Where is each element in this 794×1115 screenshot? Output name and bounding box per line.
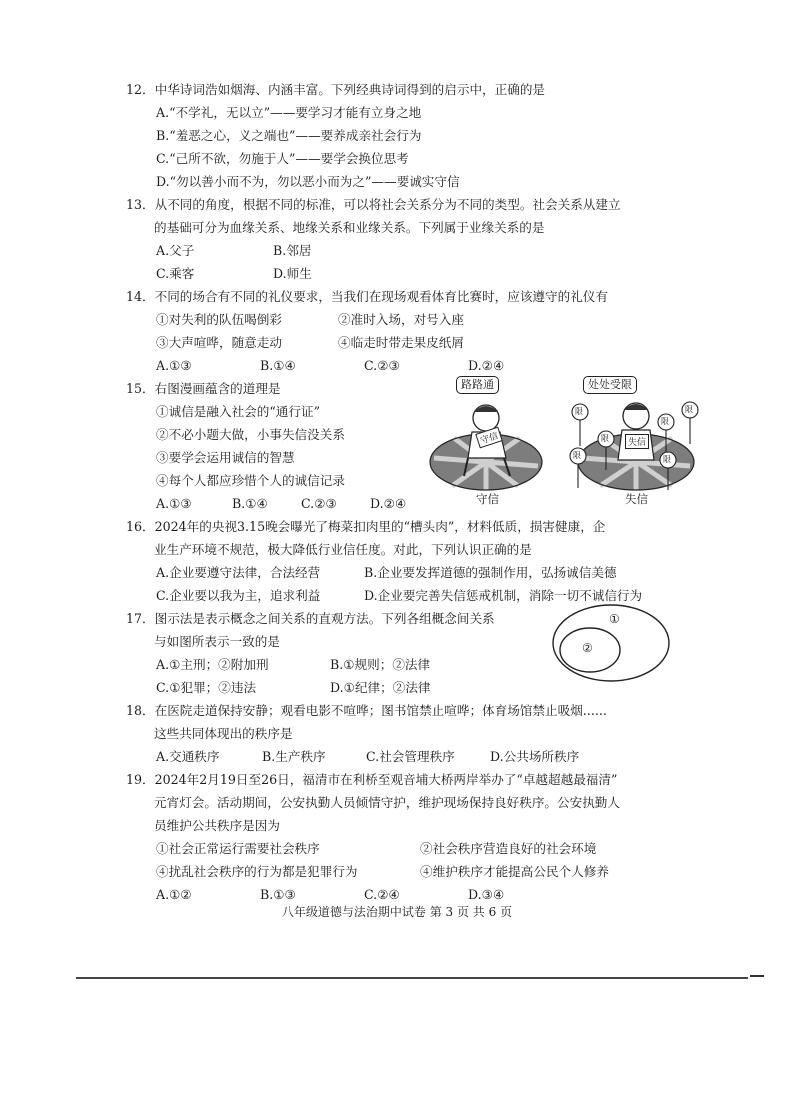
q14-item-1: ①对失利的队伍喝倒彩	[156, 312, 282, 327]
page-footer: 八年级道德与法治期中试卷 第 3 页 共 6 页	[281, 905, 513, 919]
q14-option-c: C.②③	[364, 358, 400, 373]
distrust-title: 处处受限	[583, 376, 637, 394]
q16-option-b: B.企业要发挥道德的强制作用，弘扬诚信美德	[364, 565, 617, 580]
q15-stem: 15．右图漫画蕴含的道理是	[126, 381, 281, 396]
q18-option-b: B.生产秩序	[262, 749, 326, 764]
q18-stem: 这些共同体现出的秩序是	[154, 726, 293, 741]
q19-option-a: A.①②	[156, 887, 192, 902]
q12-option-a: A.“不学礼，无以立”——要学习才能有立身之地	[156, 105, 422, 120]
q12-stem: 12．中华诗词浩如烟海、内涵丰富。下列经典诗词得到的启示中，正确的是	[126, 82, 546, 97]
q13-stem: 的基础可分为血缘关系、地缘关系和业缘关系。下列属于业缘关系的是	[154, 220, 545, 235]
q13-option-b: B.邻居	[273, 243, 312, 258]
q15-option-b: B.①④	[232, 496, 268, 511]
q15-option-a: A.①③	[156, 496, 192, 511]
q18-option-a: A.交通秩序	[156, 749, 220, 764]
q19-item-4: ④维护秩序才能提高公民个人修养	[420, 864, 609, 879]
limit-sign-3: 限	[661, 417, 669, 426]
q18-option-c: C.社会管理秩序	[366, 749, 455, 764]
q14-option-a: A.①③	[156, 358, 192, 373]
q12-option-c: C.“己所不欲，勿施于人”——要学会换位思考	[156, 151, 409, 166]
q19-item-3: ④扰乱社会秩序的行为都是犯罪行为	[156, 864, 358, 879]
q15-option-c: C.②③	[301, 496, 337, 511]
q14-item-2: ②准时入场，对号入座	[338, 312, 464, 327]
q19-option-b: B.①③	[260, 887, 296, 902]
q16-stem: 业生产环境不规范，极大降低行业信任度。对此，下列认识正确的是	[154, 542, 532, 557]
venn-outer-label: ①	[609, 612, 620, 626]
q17-option-b: B.①规则；②法律	[330, 657, 431, 672]
q15-option-d: D.②④	[370, 496, 407, 511]
q19-item-2: ②社会秩序营造良好的社会环境	[420, 841, 597, 856]
q19-option-c: C.②④	[364, 887, 400, 902]
q17-stem: 与如图所表示一致的是	[154, 634, 280, 649]
q19-option-d: D.③④	[468, 887, 505, 902]
q16-option-d: D.企业要完善失信惩戒机制，消除一切不诚信行为	[364, 588, 643, 603]
limit-sign-4: 限	[685, 405, 693, 414]
distrust-badge: 失信	[625, 434, 649, 449]
q17-stem: 17．图示法是表示概念之间关系的直观方法。下列各组概念间关系	[126, 611, 495, 626]
q15-item-2: ②不必小题大做，小事失信没关系	[156, 427, 345, 442]
q19-stem: 元宵灯会。活动期间，公安执勤人员倾情守护，维护现场保持良好秩序。公安执勤人	[154, 795, 620, 810]
q14-item-3: ③大声喧哗，随意走动	[156, 335, 282, 350]
q13-option-a: A.父子	[156, 243, 195, 258]
venn-inner-label: ②	[582, 641, 593, 655]
q13-option-d: D.师生	[273, 266, 312, 281]
q12-option-d: D.“勿以善小而不为，勿以恶小而为之”——要诚实守信	[156, 174, 460, 189]
q14-item-4: ④临走时带走果皮纸屑	[338, 335, 464, 350]
q19-stem: 员维护公共秩序是因为	[154, 818, 280, 833]
q15-item-4: ④每个人都应珍惜个人的诚信记录	[156, 473, 345, 488]
q15-item-3: ③要学会运用诚信的智慧	[156, 450, 295, 465]
q17-option-d: D.①纪律；②法律	[330, 680, 431, 695]
q19-item-1: ①社会正常运行需要社会秩序	[156, 841, 320, 856]
limit-sign-2: 限	[601, 434, 609, 443]
q14-stem: 14．不同的场合有不同的礼仪要求，当我们在现场观看体育比赛时，应该遵守的礼仪有	[126, 289, 608, 304]
q18-stem: 18．在医院走道保持安静；观看电影不喧哗；图书馆禁止喧哗；体育场馆禁止吸烟......	[126, 703, 607, 718]
limit-sign-5: 限	[573, 451, 581, 460]
trust-caption: 守信	[476, 492, 499, 506]
distrust-caption: 失信	[625, 492, 648, 506]
trust-badge: 守信	[475, 427, 502, 449]
q18-option-d: D.公共场所秩序	[490, 749, 580, 764]
bottom-rule	[76, 977, 748, 979]
bottom-rule-mark	[750, 975, 764, 977]
limit-sign-1: 限	[575, 407, 583, 416]
q19-stem: 19．2024年2月19日至26日，福清市在利桥至观音埔大桥两岸举办了“卓越超越最福清”	[126, 772, 618, 787]
q16-option-a: A.企业要遵守法律，合法经营	[156, 565, 321, 580]
trust-panel	[430, 405, 542, 490]
q13-option-c: C.乘客	[156, 266, 195, 281]
q14-option-b: B.①④	[260, 358, 296, 373]
q15-item-1: ①诚信是融入社会的“通行证”	[156, 404, 321, 419]
trust-title: 路路通	[456, 376, 499, 394]
q16-option-c: C.企业要以我为主，追求利益	[156, 588, 321, 603]
q13-stem: 13．从不同的角度，根据不同的标准，可以将社会关系分为不同的类型。社会关系从建立	[126, 197, 621, 212]
q17-option-c: C.①犯罪；②违法	[156, 680, 257, 695]
q14-option-d: D.②④	[468, 358, 505, 373]
limit-sign-6: 限	[663, 455, 671, 464]
q17-option-a: A.①主刑；②附加刑	[156, 657, 269, 672]
q12-option-b: B.“羞恶之心，义之端也”——要养成亲社会行为	[156, 128, 422, 143]
q16-stem: 16．2024年的央视3.15晚会曝光了梅菜扣肉里的“槽头肉”，材料低质，损害健康，企	[126, 519, 606, 534]
